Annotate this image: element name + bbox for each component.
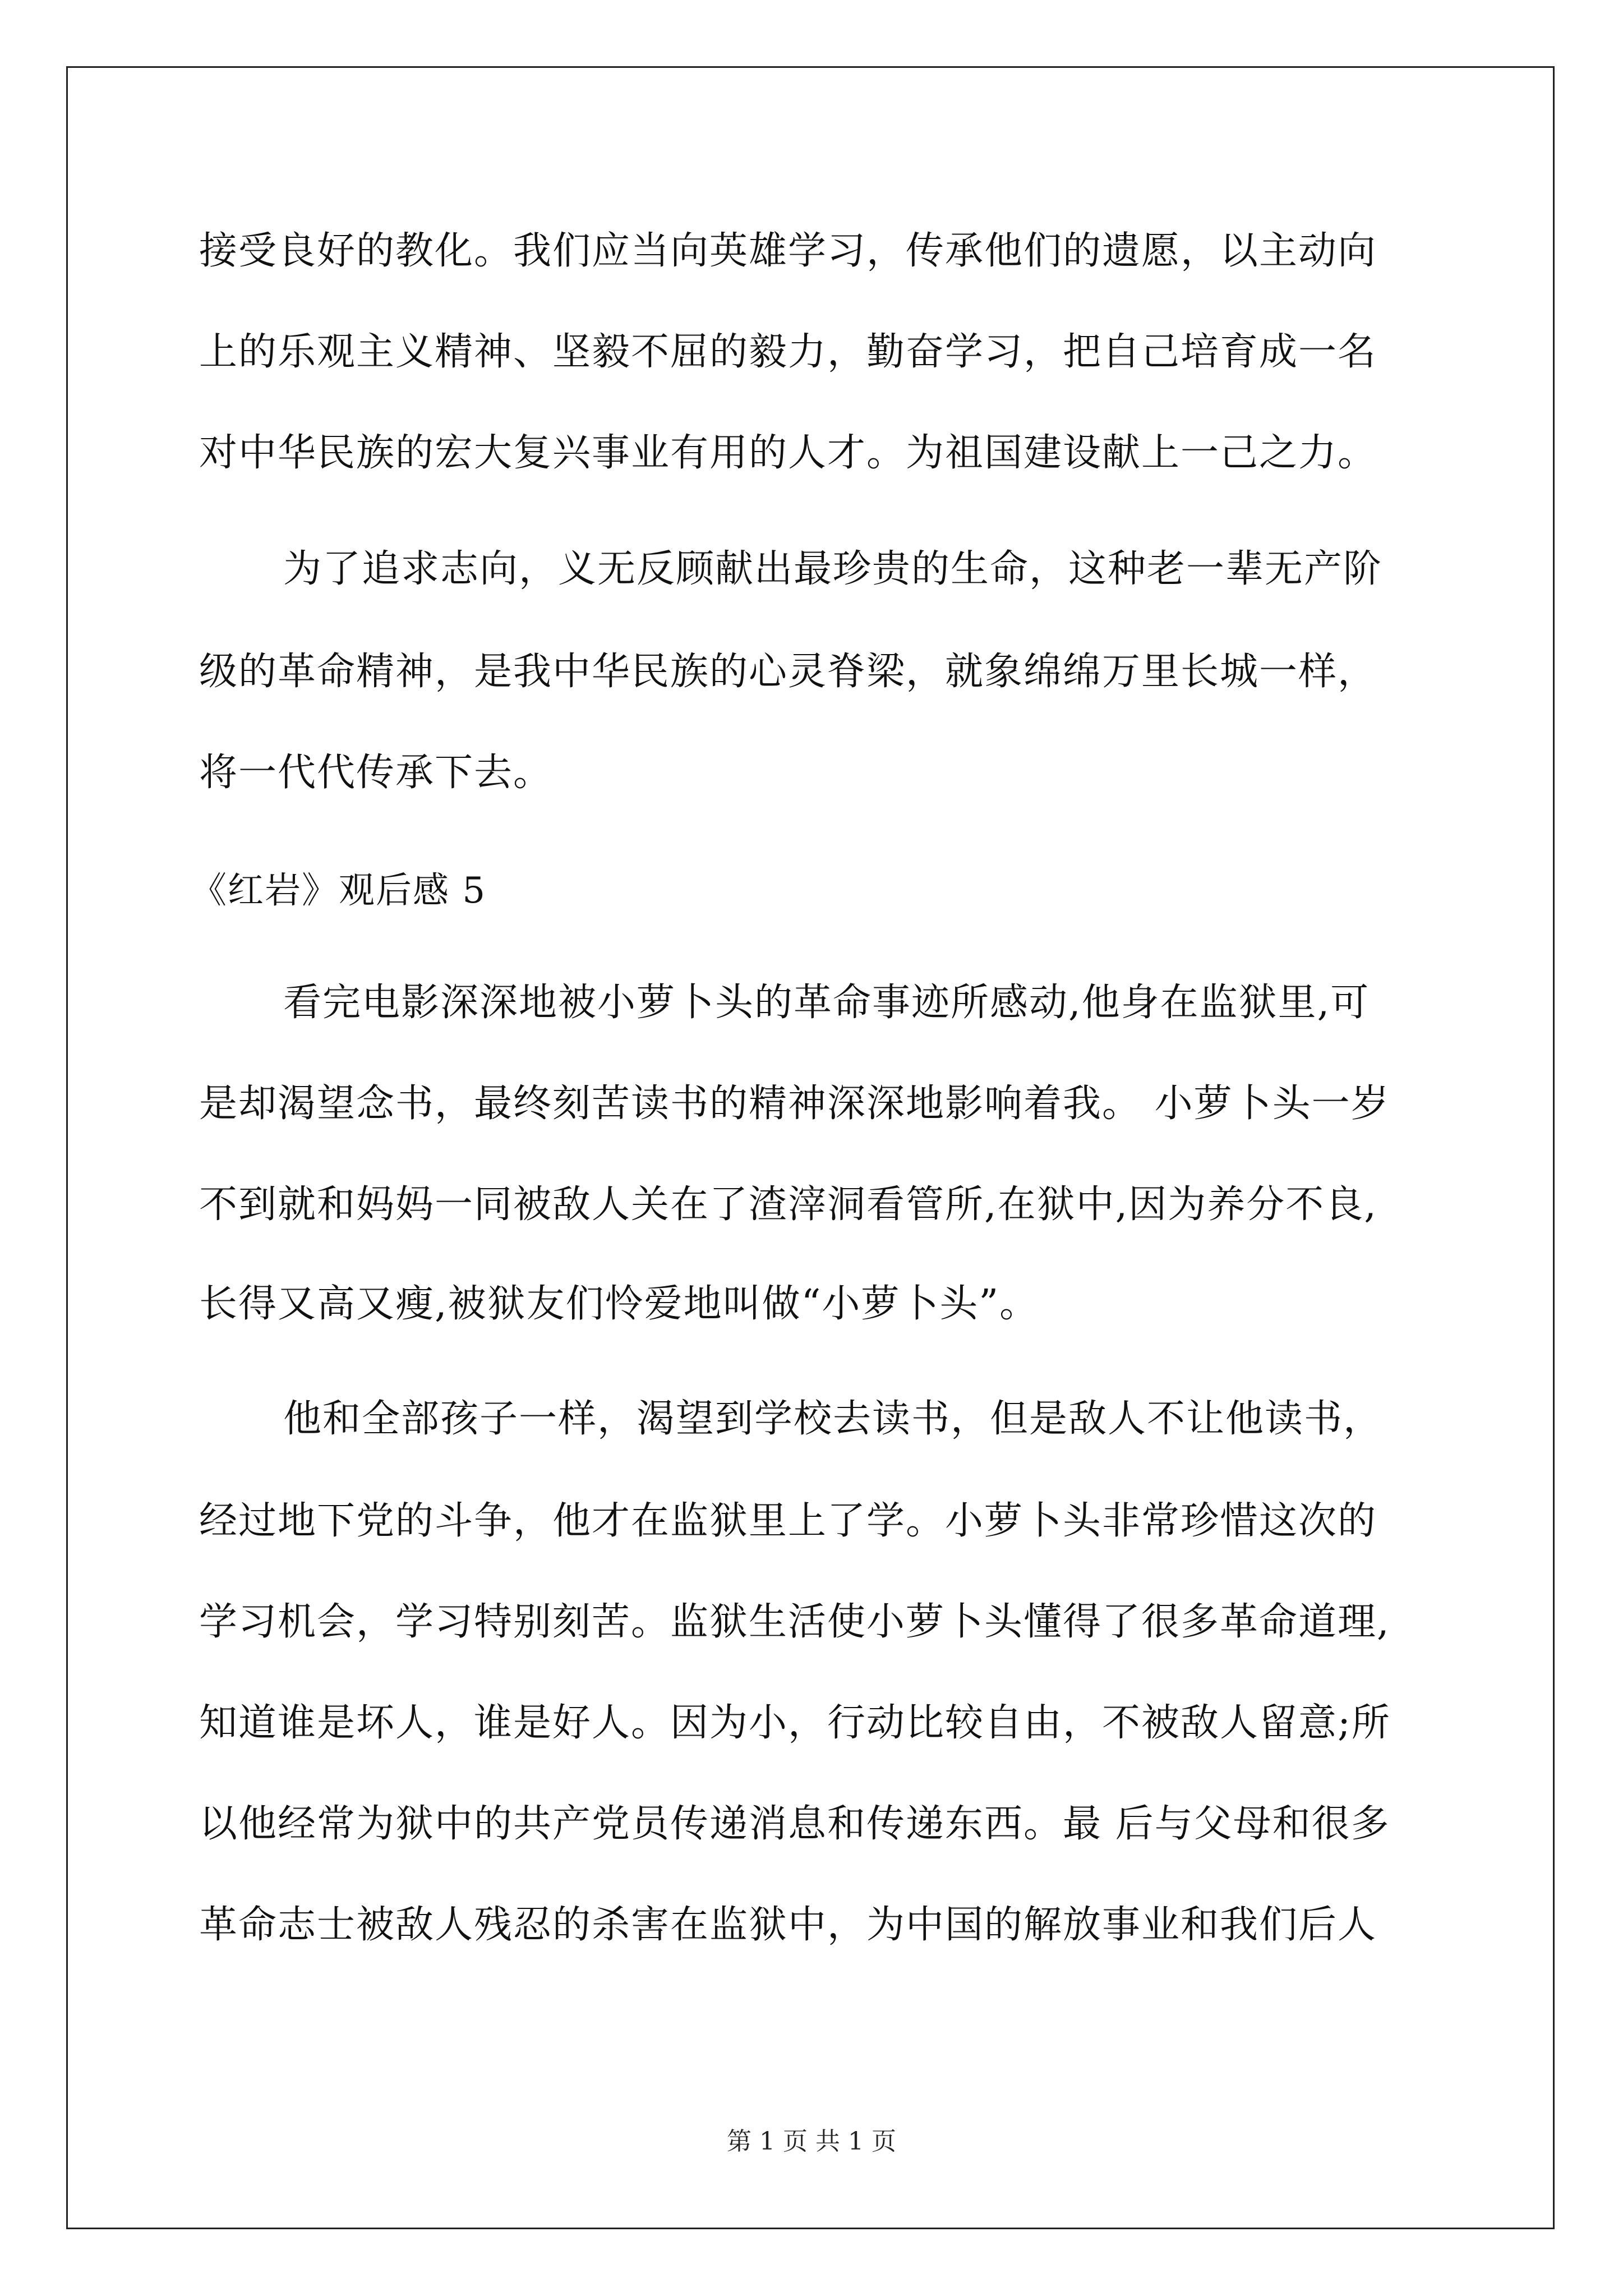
paragraph-3-line-3: 不到就和妈妈一同被敌人关在了渣滓洞看管所,在狱中,因为养分不良, [199,1182,1377,1227]
paragraph-1-line-1: 接受良好的教化。我们应当向英雄学习，传承他们的遗愿，以主动向 [199,229,1377,273]
paragraph-2-line-2: 级的革命精神，是我中华民族的心灵脊梁，就象绵绵万里长城一样， [199,650,1377,694]
paragraph-1-line-3: 对中华民族的宏大复兴事业有用的人才。为祖国建设献上一己之力。 [199,431,1377,475]
page-footer: 第 1 页 共 1 页 [727,2127,896,2156]
paragraph-4-line-3: 学习机会，学习特别刻苦。监狱生活使小萝卜头懂得了很多革命道理, [199,1600,1390,1644]
paragraph-3-line-4: 长得又高又瘦,被狱友们怜爱地叫做“小萝卜头”。 [199,1282,1039,1326]
paragraph-4-line-4: 知道谁是坏人，谁是好人。因为小，行动比较自由，不被敌人留意;所 [199,1701,1391,1745]
paragraph-3-line-2: 是却渴望念书，最终刻苦读书的精神深深地影响着我。 小萝卜头一岁 [199,1082,1390,1126]
section-heading: 《红岩》观后感 5 [191,870,487,912]
paragraph-1-line-2: 上的乐观主义精神、坚毅不屈的毅力，勤奋学习，把自己培育成一名 [199,330,1377,374]
paragraph-4-line-2: 经过地下党的斗争，他才在监狱里上了学。小萝卜头非常珍惜这次的 [199,1499,1377,1543]
paragraph-4-line-1: 他和全部孩子一样，渴望到学校去读书，但是敌人不让他读书， [283,1397,1383,1441]
paragraph-3-line-1: 看完电影深深地被小萝卜头的革命事迹所感动,他身在监狱里,可 [283,981,1370,1025]
paragraph-2-line-1: 为了追求志向，义无反顾献出最珍贵的生命，这种老一辈无产阶 [283,547,1383,591]
paragraph-4-line-6: 革命志士被敌人残忍的杀害在监狱中，为中国的解放事业和我们后人 [199,1903,1377,1947]
paragraph-2-line-3: 将一代代传承下去。 [199,751,553,795]
paragraph-4-line-5: 以他经常为狱中的共产党员传递消息和传递东西。最 后与父母和很多 [199,1802,1390,1846]
